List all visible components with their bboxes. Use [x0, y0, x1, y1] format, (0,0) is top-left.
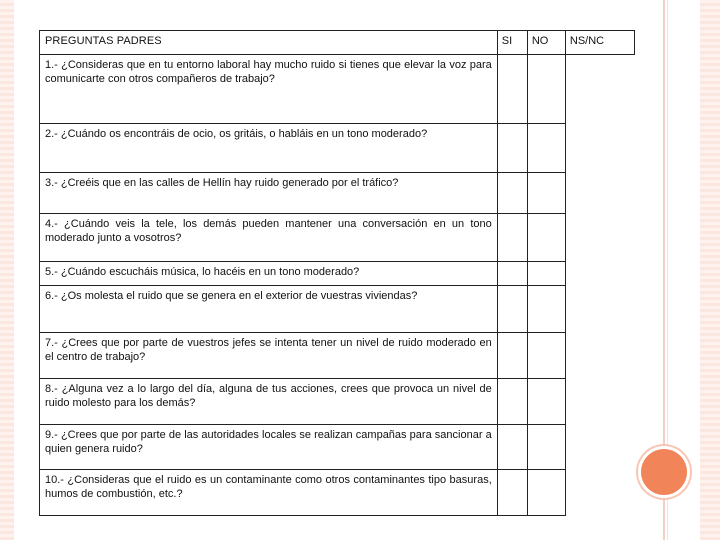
answer-no-2[interactable] — [527, 124, 565, 173]
answer-nsnc-4 — [565, 214, 634, 262]
answer-si-10[interactable] — [497, 470, 527, 516]
answer-no-5[interactable] — [527, 262, 565, 286]
answer-nsnc-2 — [565, 124, 634, 173]
table-row — [40, 470, 635, 516]
table-row — [40, 262, 635, 286]
table-row — [40, 379, 635, 425]
answer-si-1[interactable] — [497, 55, 527, 124]
table-row — [40, 55, 635, 124]
header-questions: PREGUNTAS PADRES — [40, 31, 498, 55]
answer-no-1[interactable] — [527, 55, 565, 124]
answer-nsnc-7 — [565, 333, 634, 379]
question-6: 6.- ¿Os molesta el ruido que se genera en el exterior de vuestras viviendas? — [40, 286, 498, 333]
question-1: 1.- ¿Consideras que en tu entorno laboral hay mucho ruido si tienes que elevar la voz para comunicarte con otros compañeros de trabajo? — [40, 55, 498, 124]
answer-no-10[interactable] — [527, 470, 565, 516]
answer-si-9[interactable] — [497, 425, 527, 470]
answer-nsnc-8 — [565, 379, 634, 425]
answer-no-8[interactable] — [527, 379, 565, 425]
question-7: 7.- ¿Crees que por parte de vuestros jefes se intenta tener un nivel de ruido moderado en el centro de trabajo? — [40, 333, 498, 379]
answer-no-9[interactable] — [527, 425, 565, 470]
table-row — [40, 425, 635, 470]
answer-nsnc-1 — [565, 55, 634, 124]
table-row — [40, 333, 635, 379]
survey-table — [39, 30, 635, 516]
answer-no-3[interactable] — [527, 173, 565, 214]
question-4: 4.- ¿Cuándo veis la tele, los demás pueden mantener una conversación en un tono moderado junto a vosotros? — [40, 214, 498, 262]
question-9: 9.- ¿Crees que por parte de las autoridades locales se realizan campañas para sancionar a quien genera ruido? — [40, 425, 498, 470]
question-5: 5.- ¿Cuándo escucháis música, lo hacéis en un tono moderado? — [40, 262, 498, 286]
table-row — [40, 124, 635, 173]
right-decorative-band — [700, 0, 720, 540]
answer-no-4[interactable] — [527, 214, 565, 262]
answer-si-6[interactable] — [497, 286, 527, 333]
table-row — [40, 173, 635, 214]
answer-si-4[interactable] — [497, 214, 527, 262]
answer-nsnc-3 — [565, 173, 634, 214]
answer-si-5[interactable] — [497, 262, 527, 286]
header-no: NO — [527, 31, 565, 55]
answer-si-7[interactable] — [497, 333, 527, 379]
table-header-row — [40, 31, 635, 55]
answer-nsnc-5 — [565, 262, 634, 286]
orange-circle-decoration — [641, 449, 687, 495]
question-2: 2.- ¿Cuándo os encontráis de ocio, os gritáis, o habláis en un tono moderado? — [40, 124, 498, 173]
answer-si-8[interactable] — [497, 379, 527, 425]
question-8: 8.- ¿Alguna vez a lo largo del día, alguna de tus acciones, crees que provoca un nivel de ruido molesto para los demás? — [40, 379, 498, 425]
answer-no-7[interactable] — [527, 333, 565, 379]
header-si: SI — [497, 31, 527, 55]
table-row — [40, 286, 635, 333]
question-3: 3.- ¿Creéis que en las calles de Hellín hay ruido generado por el tráfico? — [40, 173, 498, 214]
answer-no-6[interactable] — [527, 286, 565, 333]
answer-nsnc-10 — [565, 470, 634, 516]
table-row — [40, 214, 635, 262]
question-10: 10.- ¿Consideras que el ruido es un contaminante como otros contaminantes tipo basuras, humos de combustión, etc.? — [40, 470, 498, 516]
answer-nsnc-6 — [565, 286, 634, 333]
answer-si-3[interactable] — [497, 173, 527, 214]
answer-si-2[interactable] — [497, 124, 527, 173]
header-nsnc: NS/NC — [565, 31, 634, 55]
answer-nsnc-9 — [565, 425, 634, 470]
left-decorative-band — [0, 0, 14, 540]
